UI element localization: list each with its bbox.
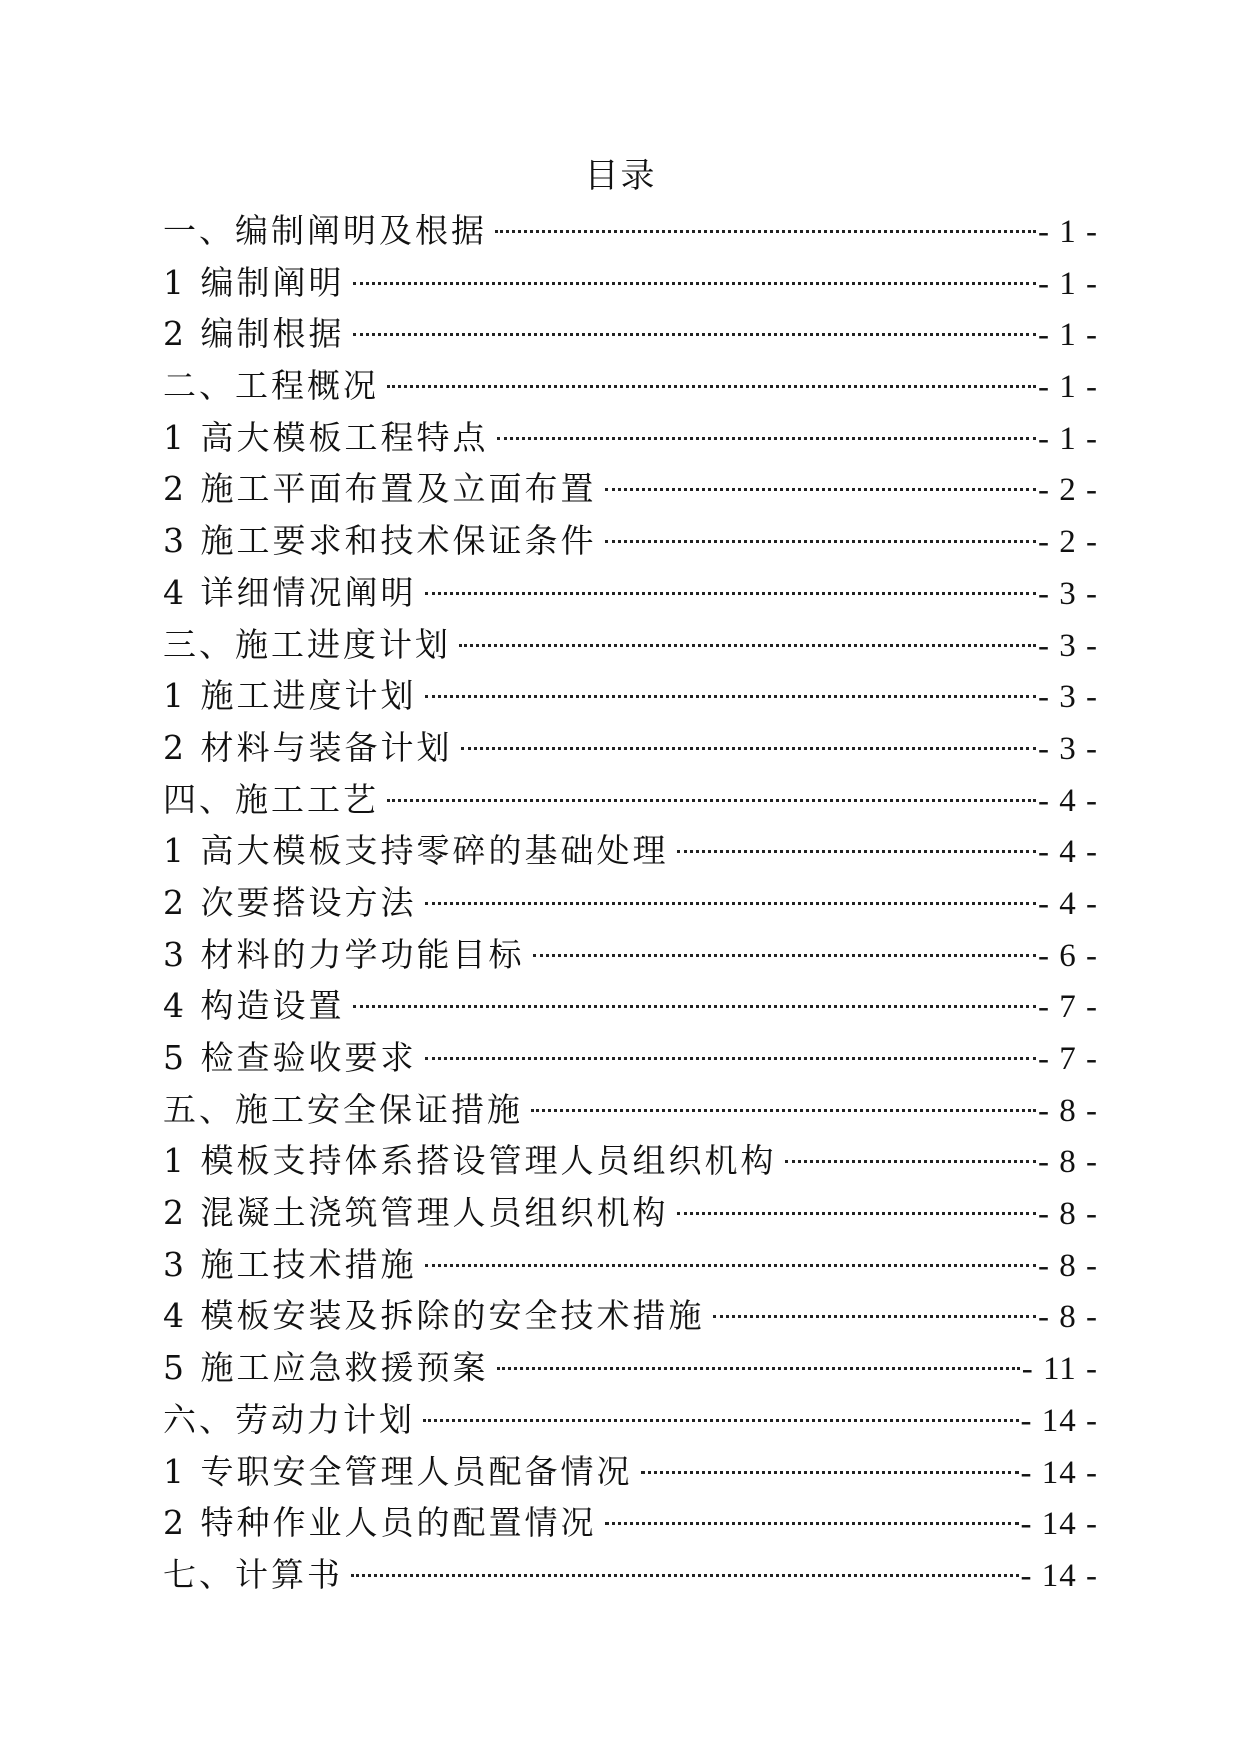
toc-entry[interactable]: [163, 463, 1098, 515]
toc-entry-page-number: - 8 -: [1038, 1092, 1098, 1129]
dot-leader: [495, 228, 1036, 233]
toc-entry-label: 1 专职安全管理人员配备情况: [163, 1451, 633, 1491]
toc-entry-page-number: - 1 -: [1038, 317, 1098, 354]
dot-leader: [605, 486, 1037, 491]
toc-entry-page-number: - 8 -: [1038, 1196, 1098, 1233]
dot-leader: [605, 538, 1037, 543]
toc-entry-label: 四、施工工艺: [163, 779, 379, 819]
toc-entry-label: 4 模板安装及拆除的安全技术措施: [163, 1296, 705, 1336]
toc-entry[interactable]: [163, 1135, 1098, 1187]
toc-entry-page-number: - 8 -: [1038, 1144, 1098, 1181]
toc-entry-label: 五、施工安全保证措施: [163, 1089, 523, 1129]
toc-entry-label: 5 检查验收要求: [163, 1038, 417, 1077]
toc-entry[interactable]: [163, 1497, 1098, 1549]
dot-leader: [425, 1055, 1037, 1060]
toc-entry[interactable]: [163, 877, 1098, 929]
toc-entry-label: 5 施工应急救援预案: [163, 1348, 489, 1388]
toc-entry-page-number: - 14 -: [1020, 1402, 1098, 1439]
toc-entry-label: 三、施工进度计划: [163, 624, 451, 664]
toc-entry[interactable]: [163, 980, 1098, 1032]
toc-entry[interactable]: [163, 1290, 1098, 1342]
toc-entry[interactable]: [163, 1549, 1098, 1601]
toc-entry-label: 一、编制阐明及根据: [163, 211, 487, 250]
toc-entry-label: 1 编制阐明: [163, 262, 345, 302]
toc-entry-page-number: - 14 -: [1020, 1454, 1098, 1491]
toc-entry-page-number: - 14 -: [1020, 1506, 1098, 1543]
toc-entry-label: 2 次要搭设方法: [163, 882, 417, 922]
dot-leader: [641, 1469, 1019, 1474]
toc-entry-page-number: - 3 -: [1038, 627, 1098, 664]
dot-leader: [353, 280, 1037, 285]
toc-entry-page-number: - 4 -: [1038, 782, 1098, 819]
toc-entry-label: 2 编制根据: [163, 314, 345, 354]
toc-entry[interactable]: [163, 929, 1098, 981]
toc-title: 目录: [584, 156, 657, 196]
toc-entry-page-number: - 6 -: [1038, 937, 1098, 974]
toc-entry[interactable]: [163, 1187, 1098, 1239]
toc-entry-page-number: - 7 -: [1038, 989, 1098, 1026]
dot-leader: [387, 797, 1036, 802]
toc-entry[interactable]: [163, 257, 1098, 309]
toc-entry-page-number: - 7 -: [1038, 1041, 1098, 1077]
dot-leader: [353, 331, 1037, 336]
toc-entry[interactable]: [163, 308, 1098, 360]
toc-entry-label: 4 详细情况阐明: [163, 572, 417, 612]
toc-entry-label: 1 高大模板工程特点: [163, 417, 489, 457]
toc-entry[interactable]: [163, 1446, 1098, 1498]
dot-leader: [425, 1262, 1037, 1267]
toc-entry-label: 1 高大模板支持零碎的基础处理: [163, 831, 669, 871]
dot-leader: [423, 1417, 1019, 1422]
toc-entry-page-number: - 4 -: [1038, 834, 1098, 871]
dot-leader: [425, 900, 1037, 905]
toc-entry-page-number: - 3 -: [1038, 730, 1098, 767]
dot-leader: [497, 435, 1037, 440]
dot-leader: [531, 1107, 1036, 1112]
toc-entry-label: 1 施工进度计划: [163, 676, 417, 716]
toc-entry[interactable]: [163, 1239, 1098, 1291]
toc-entry-page-number: - 1 -: [1038, 369, 1098, 406]
toc-entry-page-number: - 8 -: [1038, 1247, 1098, 1284]
dot-leader: [425, 590, 1037, 595]
toc-entry-label: 2 施工平面布置及立面布置: [163, 469, 597, 509]
table-of-contents: [163, 205, 1098, 1601]
dot-leader: [605, 1520, 1019, 1525]
toc-entry[interactable]: [163, 825, 1098, 877]
toc-entry-label: 1 模板支持体系搭设管理人员组织机构: [163, 1141, 777, 1181]
toc-entry-label: 2 特种作业人员的配置情况: [163, 1503, 597, 1543]
toc-entry[interactable]: [163, 360, 1098, 412]
toc-entry-page-number: - 1 -: [1038, 420, 1098, 457]
toc-entry[interactable]: [163, 619, 1098, 671]
toc-entry[interactable]: [163, 205, 1098, 257]
toc-entry-label: 3 施工技术措施: [163, 1244, 417, 1284]
dot-leader: [677, 1210, 1037, 1215]
toc-entry[interactable]: [163, 722, 1098, 774]
toc-entry[interactable]: [163, 670, 1098, 722]
toc-entry[interactable]: [163, 1394, 1098, 1446]
toc-entry-label: 4 构造设置: [163, 986, 345, 1026]
dot-leader: [459, 642, 1036, 647]
toc-entry-page-number: - 3 -: [1038, 575, 1098, 612]
dot-leader: [497, 1365, 1020, 1370]
toc-entry-label: 3 材料的力学功能目标: [163, 934, 525, 974]
toc-entry-label: 六、劳动力计划: [163, 1399, 415, 1439]
toc-entry[interactable]: [163, 1084, 1098, 1136]
toc-entry-page-number: - 2 -: [1038, 524, 1098, 561]
toc-entry-page-number: - 14 -: [1020, 1557, 1098, 1594]
dot-leader: [677, 848, 1037, 853]
toc-entry-label: 七、计算书: [163, 1554, 343, 1594]
toc-entry-page-number: - 4 -: [1038, 885, 1098, 922]
dot-leader: [461, 745, 1037, 750]
toc-entry-page-number: - 2 -: [1038, 472, 1098, 509]
dot-leader: [713, 1313, 1037, 1318]
toc-entry-page-number: - 1 -: [1038, 214, 1098, 250]
dot-leader: [785, 1158, 1037, 1163]
toc-entry-page-number: - 8 -: [1038, 1299, 1098, 1336]
toc-entry-label: 2 混凝土浇筑管理人员组织机构: [163, 1193, 669, 1233]
toc-entry-page-number: - 3 -: [1038, 679, 1098, 716]
toc-entry[interactable]: [163, 1032, 1098, 1084]
toc-entry-page-number: - 1 -: [1038, 265, 1098, 302]
toc-entry-label: 3 施工要求和技术保证条件: [163, 521, 597, 561]
dot-leader: [425, 693, 1037, 698]
dot-leader: [533, 952, 1037, 957]
dot-leader: [353, 1003, 1037, 1008]
toc-entry-label: 二、工程概况: [163, 366, 379, 406]
toc-entry[interactable]: [163, 774, 1098, 826]
toc-entry-page-number: - 11 -: [1021, 1351, 1098, 1388]
toc-entry-label: 2 材料与装备计划: [163, 727, 453, 767]
dot-leader: [387, 383, 1036, 388]
toc-entry[interactable]: [163, 412, 1098, 464]
toc-entry[interactable]: [163, 1342, 1098, 1394]
toc-entry[interactable]: [163, 515, 1098, 567]
dot-leader: [351, 1572, 1019, 1577]
toc-entry[interactable]: [163, 567, 1098, 619]
